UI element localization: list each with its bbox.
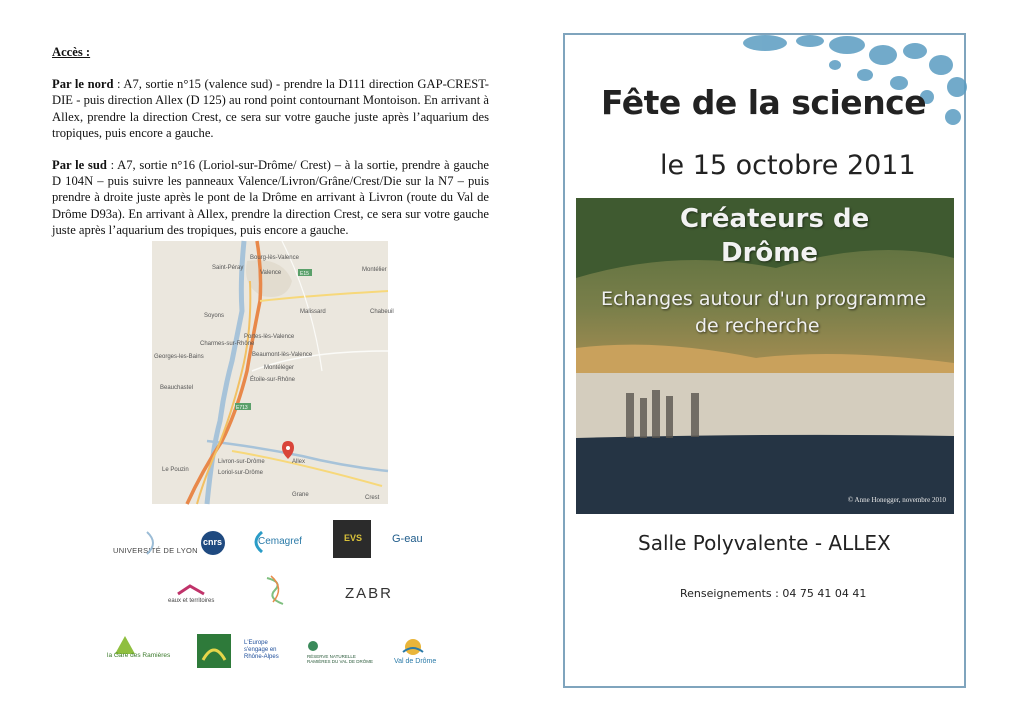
event-poster: [563, 33, 966, 688]
access-directions: [52, 44, 489, 254]
map-label: Loriol-sur-Drôme: [218, 470, 264, 476]
universite-lyon-arc-icon: [145, 530, 159, 556]
map-label: Saint-Péray: [212, 265, 244, 271]
map-label: Charmes-sur-Rhône: [200, 341, 255, 347]
region-logo-icon: [263, 574, 289, 611]
poster-subtitle-line1: Echanges autour d'un programme: [601, 288, 927, 310]
map-label: Allex: [292, 459, 306, 465]
map-label: Beauchastel: [160, 385, 194, 391]
map-label: Beaumont-lès-Valence: [252, 352, 313, 358]
poster-heading-line2: Drôme: [721, 238, 818, 268]
zabr-logo: ZABR: [345, 585, 394, 602]
map-label: Crest: [365, 495, 380, 501]
poster-date: le 15 octobre 2011: [660, 150, 916, 181]
road-label-e15: [298, 269, 312, 277]
south-text: : A7, sortie n°16 (Loriol-sur-Drôme/ Crest) – à la sortie, prendre à gauche D 104N – puis suivre les panneaux Valence/Livron/Grâne/Crest/Die sur la N7 – puis prendre à droite juste après le pont de la Drôme en arrivant à Livron (route du Val de Drôme D93a). En arrivant à Allex, prendre la direction Crest, ce sera sur votre gauche juste après l’aquarium des tropiques, puis encore a gauche.: [52, 158, 489, 237]
poster-venue: Salle Polyvalente - ALLEX: [638, 531, 891, 555]
cnrs-logo: cnrs: [199, 530, 227, 561]
access-heading: Accès :: [52, 45, 91, 59]
europe-rhone-alpes-logo: L'Europe s'engage en Rhône-Alpes: [244, 640, 279, 660]
poster-title: Fête de la science: [601, 83, 927, 122]
photo-credit: © Anne Honegger, novembre 2010: [847, 496, 946, 504]
map-label: Montéléger: [264, 365, 295, 371]
poster-heading-line1: Créateurs de: [680, 204, 870, 234]
map-label: Bourg-lès-Valence: [250, 255, 299, 261]
map-label: Georges-les-Bains: [154, 354, 204, 360]
north-text: : A7, sortie n°15 (valence sud) - prendre la D111 direction GAP-CREST-DIE - puis direction Allex (D 125) au rond point contournant Montoison. En arrivant à Allex, prendre la direction Crest, ce sera sur votre gauche juste après l’aquarium des tropiques, puis encore a gauche.: [52, 77, 489, 140]
location-map[interactable]: [152, 241, 394, 504]
south-label: Par le sud: [52, 158, 107, 173]
map-label: Grane: [292, 492, 309, 498]
map-label: Livron-sur-Drôme: [218, 459, 265, 465]
poster-contact-info: Renseignements : 04 75 41 04 41: [680, 587, 867, 600]
map-label: Malissard: [300, 309, 326, 315]
map-label: Le Pouzin: [162, 467, 189, 473]
map-label: Portes-lès-Valence: [244, 334, 295, 340]
leader-logo-icon: [197, 634, 231, 668]
evs-logo: EVS: [333, 520, 371, 558]
north-label: Par le nord: [52, 77, 114, 92]
poster-photo: [576, 198, 954, 514]
svg-text:E713: E713: [236, 405, 248, 411]
map-label: Chabeuil: [370, 309, 394, 315]
map-label: Valence: [260, 270, 282, 276]
svg-text:E15: E15: [300, 271, 309, 277]
road-label-e713: [235, 403, 251, 411]
map-label: Étoile-sur-Rhône: [250, 377, 296, 383]
universite-de-lyon-logo: UNIVERSITÉ DE LYON: [113, 540, 198, 558]
south-directions: [52, 157, 489, 238]
g-eau-logo: G-eau: [392, 533, 423, 545]
north-directions: [52, 76, 489, 141]
map-label: Montélier: [362, 267, 387, 273]
poster-subtitle-line2: de recherche: [695, 315, 820, 337]
map-label: Soyons: [204, 313, 225, 319]
